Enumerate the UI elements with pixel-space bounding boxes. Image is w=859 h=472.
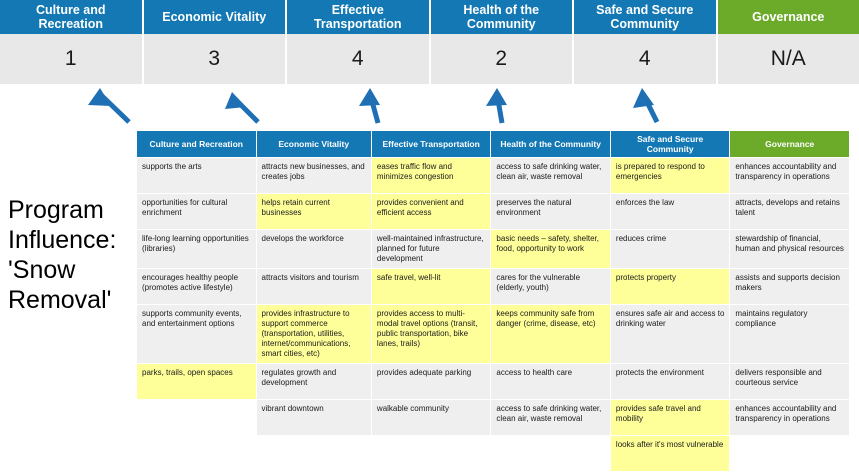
matrix-cell: walkable community: [371, 400, 491, 436]
matrix-cell: protects the environment: [610, 364, 730, 400]
matrix-cell: looks after it's most vulnerable: [610, 436, 730, 472]
matrix-cell: well-maintained infrastructure, planned for future development: [371, 230, 491, 269]
scorecard-header-band: [0, 0, 859, 84]
matrix-cell: provides access to multi-modal travel options (transit, public transportation, bike lanes, trails): [371, 305, 491, 364]
caption-line-3: 'Snow: [8, 255, 133, 285]
upward-arrow-head-3: [359, 88, 380, 106]
program-influence-caption: [8, 195, 133, 315]
influence-matrix-table: [136, 130, 850, 472]
matrix-cell: enforces the law: [610, 194, 730, 230]
matrix-header-safe-and-secure-community: Safe and Secure Community: [610, 131, 730, 158]
matrix-cell: [137, 400, 257, 436]
matrix-cell: provides convenient and efficient access: [371, 194, 491, 230]
matrix-cell: assists and supports decision makers: [730, 269, 850, 305]
matrix-cell: parks, trails, open spaces: [137, 364, 257, 400]
matrix-cell: preserves the natural environment: [491, 194, 611, 230]
caption-line-1: Program: [8, 195, 133, 225]
table-row: [137, 230, 850, 269]
matrix-cell: attracts, develops and retains talent: [730, 194, 850, 230]
matrix-cell: maintains regulatory compliance: [730, 305, 850, 364]
matrix-cell: vibrant downtown: [256, 400, 371, 436]
scorecard-value-health-of-the-community: 2: [431, 34, 575, 84]
scorecard-header-row: [0, 0, 859, 34]
matrix-cell: keeps community safe from danger (crime, disease, etc): [491, 305, 611, 364]
scorecard-header-economic-vitality: Economic Vitality: [144, 0, 288, 34]
matrix-cell: enhances accountability and transparency in operations: [730, 158, 850, 194]
table-row: [137, 364, 850, 400]
table-row: [137, 269, 850, 305]
upward-arrow-head-2: [225, 92, 246, 109]
matrix-cell: life-long learning opportunities (libraries): [137, 230, 257, 269]
matrix-cell: provides adequate parking: [371, 364, 491, 400]
matrix-cell: encourages healthy people (promotes active lifestyle): [137, 269, 257, 305]
matrix-cell: safe travel, well-lit: [371, 269, 491, 305]
matrix-header-row: [137, 131, 850, 158]
scorecard-header-effective-transportation: Effective Transportation: [287, 0, 431, 34]
matrix-cell: protects property: [610, 269, 730, 305]
upward-arrow-head-4: [486, 88, 507, 106]
matrix-cell: enhances accountability and transparency in operations: [730, 400, 850, 436]
matrix-header-culture-and-recreation: Culture and Recreation: [137, 131, 257, 158]
matrix-header-health-of-the-community: Health of the Community: [491, 131, 611, 158]
matrix-cell: [491, 436, 611, 472]
scorecard-header-health-of-the-community: Health of the Community: [431, 0, 575, 34]
scorecard-value-culture-and-recreation: 1: [0, 34, 144, 84]
caption-line-4: Removal': [8, 285, 133, 315]
table-row: [137, 305, 850, 364]
upward-arrow-head-1: [88, 88, 111, 106]
matrix-cell: ensures safe air and access to drinking water: [610, 305, 730, 364]
matrix-cell: basic needs – safety, shelter, food, opportunity to work: [491, 230, 611, 269]
matrix-cell: attracts new businesses, and creates jobs: [256, 158, 371, 194]
table-row: [137, 158, 850, 194]
matrix-cell: access to safe drinking water, clean air, waste removal: [491, 400, 611, 436]
matrix-cell: access to safe drinking water, clean air, waste removal: [491, 158, 611, 194]
matrix-cell: cares for the vulnerable (elderly, youth): [491, 269, 611, 305]
matrix-header-effective-transportation: Effective Transportation: [371, 131, 491, 158]
upward-arrow-head-5: [633, 88, 654, 108]
matrix-cell: helps retain current businesses: [256, 194, 371, 230]
scorecard-value-governance: N/A: [718, 34, 859, 84]
matrix-cell: supports the arts: [137, 158, 257, 194]
table-row: [137, 194, 850, 230]
upward-arrow-icon-2: [234, 98, 258, 122]
table-row: [137, 436, 850, 472]
caption-line-2: Influence:: [8, 225, 133, 255]
arrow-group: [0, 84, 859, 130]
matrix-cell: stewardship of financial, human and physical resources: [730, 230, 850, 269]
upward-arrow-icon-4: [497, 94, 502, 123]
scorecard-value-row: [0, 34, 859, 84]
upward-arrow-icon-5: [643, 94, 657, 122]
matrix-cell: opportunities for cultural enrichment: [137, 194, 257, 230]
scorecard-value-effective-transportation: 4: [287, 34, 431, 84]
matrix-cell: delivers responsible and courteous service: [730, 364, 850, 400]
matrix-cell: develops the workforce: [256, 230, 371, 269]
upward-arrow-icon-1: [100, 94, 129, 122]
matrix-cell: access to health care: [491, 364, 611, 400]
scorecard-value-economic-vitality: 3: [144, 34, 288, 84]
matrix-cell: supports community events, and entertainment options: [137, 305, 257, 364]
table-row: [137, 400, 850, 436]
matrix-cell: [371, 436, 491, 472]
matrix-header-governance: Governance: [730, 131, 850, 158]
upward-arrow-icon-3: [370, 94, 378, 123]
matrix-cell: regulates growth and development: [256, 364, 371, 400]
matrix-cell: provides safe travel and mobility: [610, 400, 730, 436]
matrix-header-economic-vitality: Economic Vitality: [256, 131, 371, 158]
matrix-cell: reduces crime: [610, 230, 730, 269]
matrix-cell: is prepared to respond to emergencies: [610, 158, 730, 194]
scorecard-header-governance: Governance: [718, 0, 859, 34]
matrix-body: [137, 158, 850, 472]
matrix-cell: [256, 436, 371, 472]
scorecard-header-culture-and-recreation: Culture and Recreation: [0, 0, 144, 34]
matrix-cell: provides infrastructure to support commerce (transportation, utilities, internet/communications, smart cities, etc): [256, 305, 371, 364]
scorecard-header-safe-and-secure-community: Safe and Secure Community: [574, 0, 718, 34]
matrix-cell: attracts visitors and tourism: [256, 269, 371, 305]
matrix-cell: [137, 436, 257, 472]
matrix-cell: eases traffic flow and minimizes congestion: [371, 158, 491, 194]
matrix-cell: [730, 436, 850, 472]
scorecard-value-safe-and-secure-community: 4: [574, 34, 718, 84]
